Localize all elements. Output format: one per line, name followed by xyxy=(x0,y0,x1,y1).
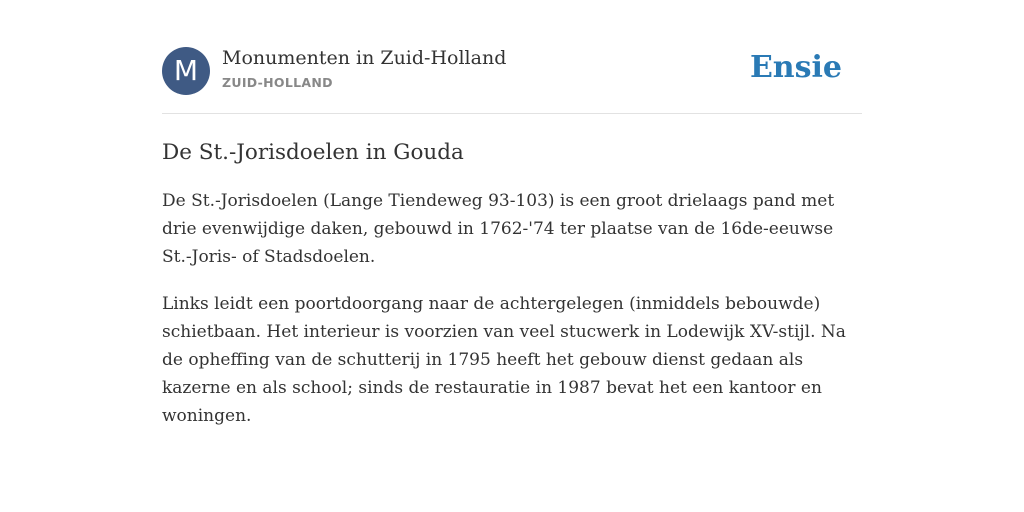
collection-subtitle: ZUID-HOLLAND xyxy=(222,75,333,90)
article-paragraph: Links leidt een poortdoorgang naar de achtergelegen (inmiddels bebouwde) schietbaan. Het interieur is voorzien van veel stucwerk in Lodewijk XV-stijl. Na de opheffing van de schutterij in 1795 heeft het gebouw dienst gedaan als kazerne en als school; sinds de restauratie in 1987 bevat het een kantoor en woningen. xyxy=(162,294,846,426)
brand-logo[interactable]: Ensie xyxy=(749,50,842,85)
collection-title[interactable]: Monumenten in Zuid-Holland xyxy=(222,47,507,69)
collection-avatar[interactable]: M xyxy=(162,47,210,95)
article-title: De St.-Jorisdoelen in Gouda xyxy=(162,140,464,165)
card-header xyxy=(162,44,862,114)
definition-card xyxy=(162,44,862,430)
article-paragraph: De St.-Jorisdoelen (Lange Tiendeweg 93-103) is een groot drielaags pand met drie evenwijdige daken, gebouwd in 1762-'74 ter plaatse van de 16de-eeuwse St.-Joris- of Stadsdoelen. xyxy=(162,191,835,267)
